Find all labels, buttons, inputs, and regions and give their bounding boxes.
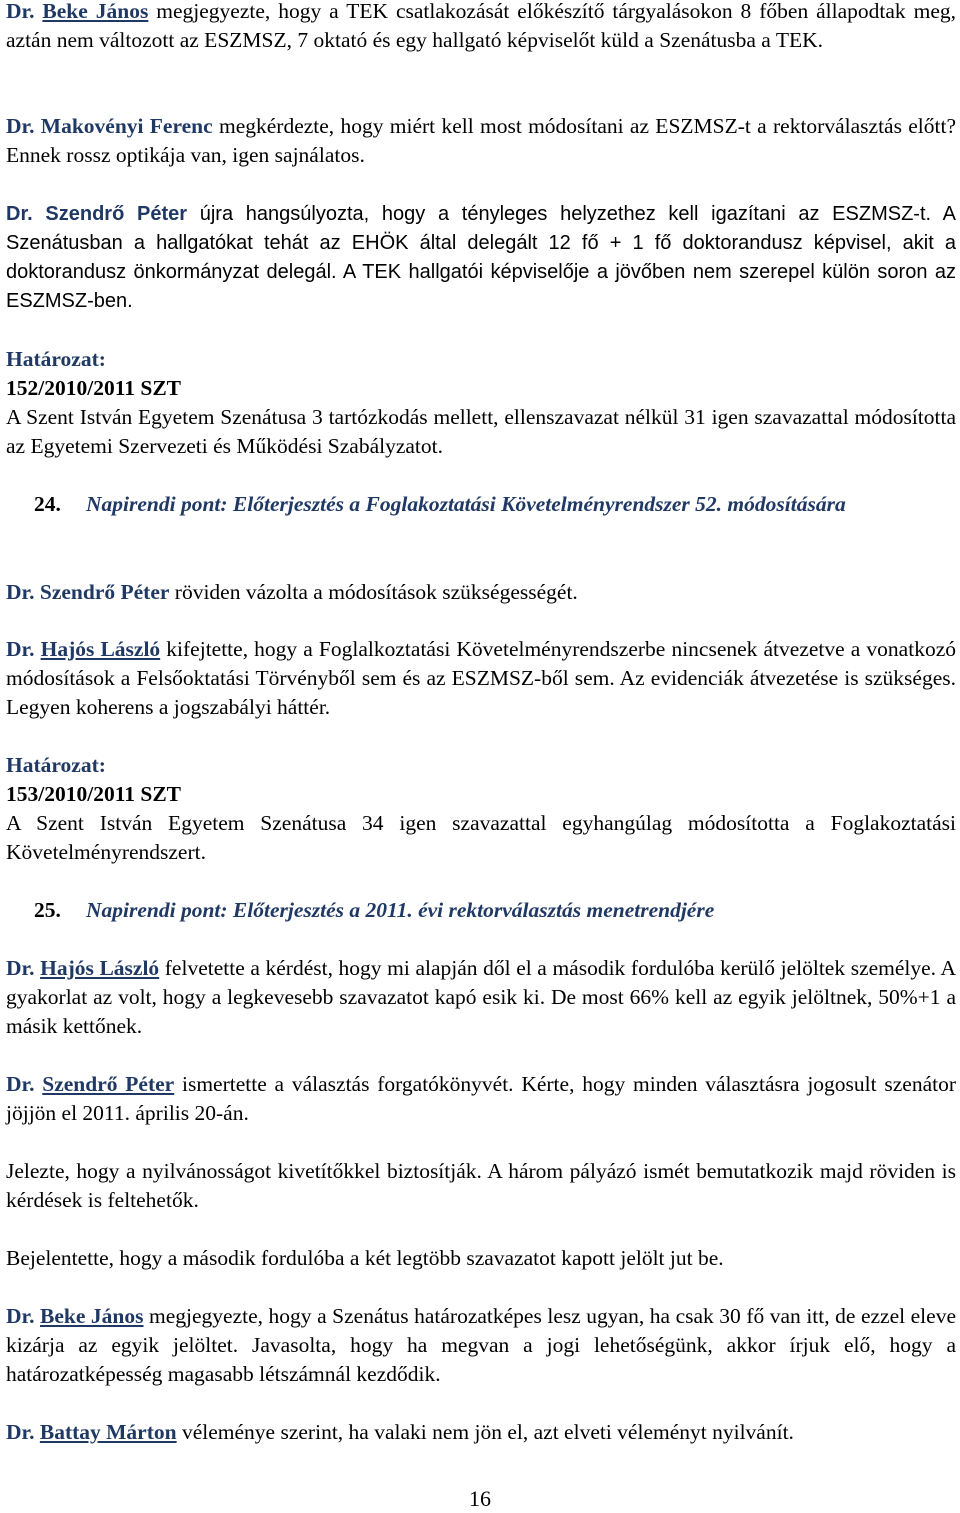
paragraph-text: felvetette a kérdést, hogy mi alapján dől el a második fordulóba kerülő jelöltek személye. A gyakorlat az volt, hogy a legkevesebb szavazatot kapó esik ki. De most 66% kell az egyik jelöltnek, 50%+1 a másik kettőnek. bbox=[6, 956, 957, 1038]
paragraph-text: kifejtette, hogy a Foglalkoztatási Követelményrendszerbe nincsenek átvezetve a vonatkozó módosítások a Felsőoktatási Törvényből sem és az ESZMSZ-ből sem. Az evidenciák átvezetése is szükséges. Legyen koherens a jogszabályi háttér. bbox=[6, 637, 956, 719]
speaker-name: Hajós László bbox=[40, 637, 161, 661]
title-dr: Dr. bbox=[6, 203, 33, 225]
paragraph-text: újra hangsúlyozta, hogy a tényleges helyzethez kell igazítani az ESZMSZ-t. A Szenátusban a hallgatókat tehát az EHÖK által delegált 12 fő + 1 fő doktorandusz képvisel, akit a doktorandusz önkormányzat delegál. A TEK hallgatói képviselője a jövőben nem szerepel külön soron az ESZMSZ-ben. bbox=[6, 203, 956, 312]
resolution-label: Határozat: bbox=[6, 347, 106, 371]
title-dr: Dr. bbox=[6, 1304, 35, 1328]
speaker-name: Makovényi Ferenc bbox=[40, 114, 213, 138]
paragraph-text: megkérdezte, hogy miért kell most módosítani az ESZMSZ-t a rektorválasztás előtt? Ennek rossz optikája van, igen sajnálatos. bbox=[6, 114, 956, 167]
paragraph-text: Jelezte, hogy a nyilvánosságot kivetítőkkel biztosítják. A három pályázó ismét bemutatkozik majd röviden is kérdések is feltehetők. bbox=[6, 1159, 956, 1212]
paragraph-projection bbox=[6, 1157, 956, 1215]
title-dr: Dr. bbox=[6, 637, 35, 661]
title-dr: Dr. bbox=[6, 580, 35, 604]
paragraph-text: véleménye szerint, ha valaki nem jön el, azt elveti véleményt nyilvánít. bbox=[176, 1420, 794, 1444]
page-number: 16 bbox=[469, 1486, 491, 1511]
paragraph-second-round bbox=[6, 1244, 956, 1273]
resolution-153 bbox=[6, 751, 956, 867]
paragraph-text: megjegyezte, hogy a Szenátus határozatképes lesz ugyan, ha csak 30 fő van itt, de ezzel eleve kizárja az egyik jelöltet. Javasolta, hogy ha megvan a jogi lehetőségünk, akkor írjuk elő, hogy a határozatképesség magasabb létszámnál kezdődik. bbox=[6, 1304, 956, 1386]
agenda-title: Napirendi pont: Előterjesztés a Foglakoztatási Követelményrendszer 52. módosítására bbox=[86, 492, 846, 516]
paragraph-szendro-1 bbox=[6, 200, 956, 316]
paragraph-makovenyi bbox=[6, 112, 956, 170]
agenda-number: 25. bbox=[34, 898, 61, 922]
paragraph-beke-2 bbox=[6, 1302, 956, 1389]
title-dr: Dr. bbox=[6, 1420, 35, 1444]
agenda-item-24 bbox=[6, 490, 956, 519]
speaker-name: Hajós László bbox=[40, 956, 160, 980]
resolution-text: A Szent István Egyetem Szenátusa 3 tartózkodás mellett, ellenszavazat nélkül 31 igen szavazattal módosította az Egyetemi Szervezeti és Működési Szabályzatot. bbox=[6, 405, 956, 458]
agenda-number: 24. bbox=[34, 492, 61, 516]
speaker-name: Szendrő Péter bbox=[42, 1072, 175, 1096]
paragraph-battay bbox=[6, 1418, 956, 1447]
paragraph-hajos-2 bbox=[6, 954, 956, 1041]
speaker-name: Beke János bbox=[42, 0, 149, 23]
speaker-name: Beke János bbox=[40, 1304, 144, 1328]
speaker-name: Szendrő Péter bbox=[39, 580, 170, 604]
paragraph-text: megjegyezte, hogy a TEK csatlakozását előkészítő tárgyalásokon 8 főben állapodtak meg, aztán nem változott az ESZMSZ, 7 oktató és egy hallgató képviselőt küld a Szenátusba a TEK. bbox=[6, 0, 957, 52]
title-dr: Dr. bbox=[6, 114, 35, 138]
title-dr: Dr. bbox=[6, 956, 35, 980]
paragraph-text: röviden vázolta a módosítások szükségességét. bbox=[169, 580, 578, 604]
speaker-name: Battay Márton bbox=[39, 1420, 177, 1444]
title-dr: Dr. bbox=[6, 1072, 35, 1096]
paragraph-text: Bejelentette, hogy a második fordulóba a két legtöbb szavazatot kapott jelölt jut be. bbox=[6, 1246, 724, 1270]
title-dr: Dr. bbox=[6, 0, 35, 23]
resolution-label: Határozat: bbox=[6, 753, 106, 777]
paragraph-text: ismertette a választás forgatókönyvét. Kérte, hogy minden választásra jogosult szenátor jöjjön el 2011. április 20-án. bbox=[6, 1072, 957, 1125]
resolution-152 bbox=[6, 345, 956, 461]
paragraph-szendro-2 bbox=[6, 578, 956, 607]
agenda-title: Napirendi pont: Előterjesztés a 2011. évi rektorválasztás menetrendjére bbox=[86, 898, 715, 922]
resolution-number: 153/2010/2011 SZT bbox=[6, 782, 182, 806]
paragraph-szendro-3 bbox=[6, 1070, 956, 1128]
paragraph-beke-1 bbox=[6, 0, 956, 55]
speaker-name: Szendrő Péter bbox=[45, 203, 188, 225]
agenda-item-25 bbox=[6, 896, 956, 925]
resolution-text: A Szent István Egyetem Szenátusa 34 igen szavazattal egyhangúlag módosította a Foglakoztatási Követelményrendszert. bbox=[6, 811, 956, 864]
resolution-number: 152/2010/2011 SZT bbox=[6, 376, 182, 400]
paragraph-hajos-1 bbox=[6, 635, 956, 722]
